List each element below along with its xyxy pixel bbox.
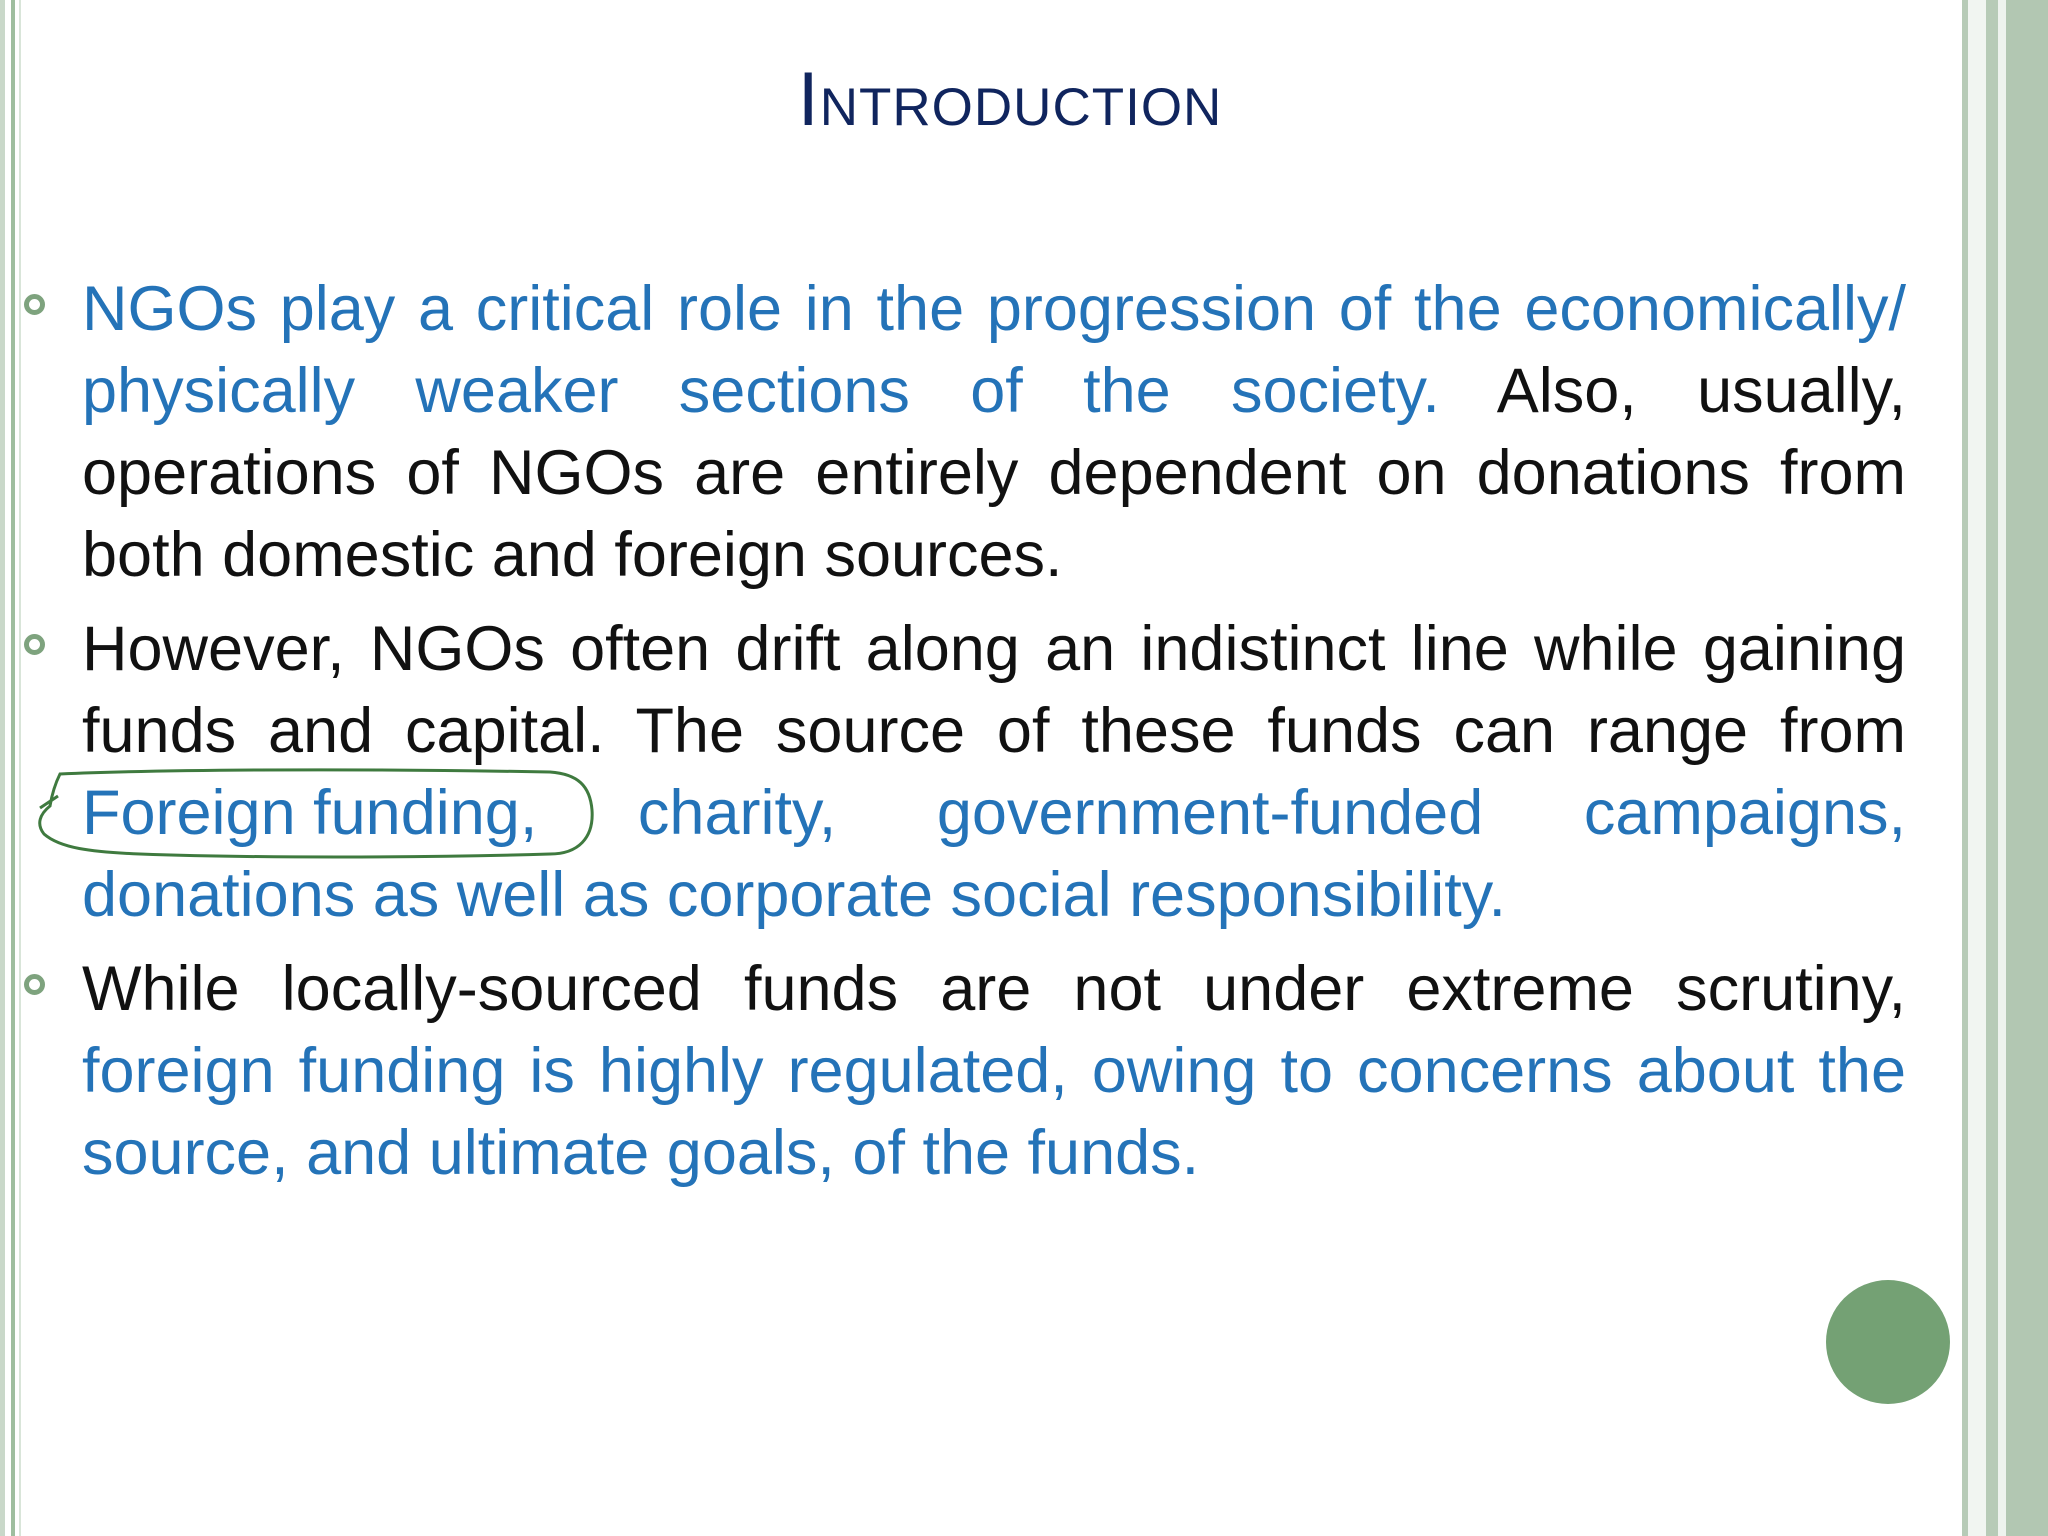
left-border-line bbox=[19, 0, 21, 1536]
right-border-band bbox=[2006, 0, 2048, 1536]
slide-title: Introduction bbox=[797, 57, 1223, 142]
bullet-circle-icon bbox=[24, 294, 45, 315]
bullet-text-segment: Foreign funding bbox=[82, 778, 520, 848]
decorative-dot bbox=[1826, 1280, 1950, 1404]
bullet-circle-icon bbox=[24, 974, 45, 995]
bullet-circle-icon bbox=[24, 634, 45, 655]
bullet-text-segment: Also, usually, operations of NGOs are entirely dependent on donations from both domestic and foreign sources. bbox=[82, 356, 1907, 590]
bullet-text-segment: While locally-sourced funds are not under extreme scrutiny, bbox=[82, 954, 1906, 1024]
right-border-band bbox=[1968, 0, 1986, 1536]
bullet-text-segment: NGOs play a critical role in the progression of the economically/ physically weaker sections of the society. bbox=[82, 274, 1906, 426]
left-border-line bbox=[11, 0, 15, 1536]
right-border-band bbox=[1986, 0, 1998, 1536]
bullet-item bbox=[82, 608, 1906, 936]
left-border-line bbox=[0, 0, 5, 1536]
circled-text bbox=[82, 772, 520, 854]
bullet-item bbox=[82, 948, 1906, 1194]
bullet-item bbox=[82, 268, 1906, 596]
bullet-text-segment: However, NGOs often drift along an indistinct line while gaining funds and capital. The source of these funds can range from bbox=[82, 614, 1906, 766]
bullet-list bbox=[82, 268, 1906, 1206]
bullet-text-segment: , charity, government-funded campaigns, donations as well as corporate social responsibility. bbox=[82, 778, 1906, 930]
right-border-band bbox=[1998, 0, 2006, 1536]
bullet-text-segment: foreign funding is highly regulated, owing to concerns about the source, and ultimate goals, of the funds. bbox=[82, 1036, 1906, 1188]
